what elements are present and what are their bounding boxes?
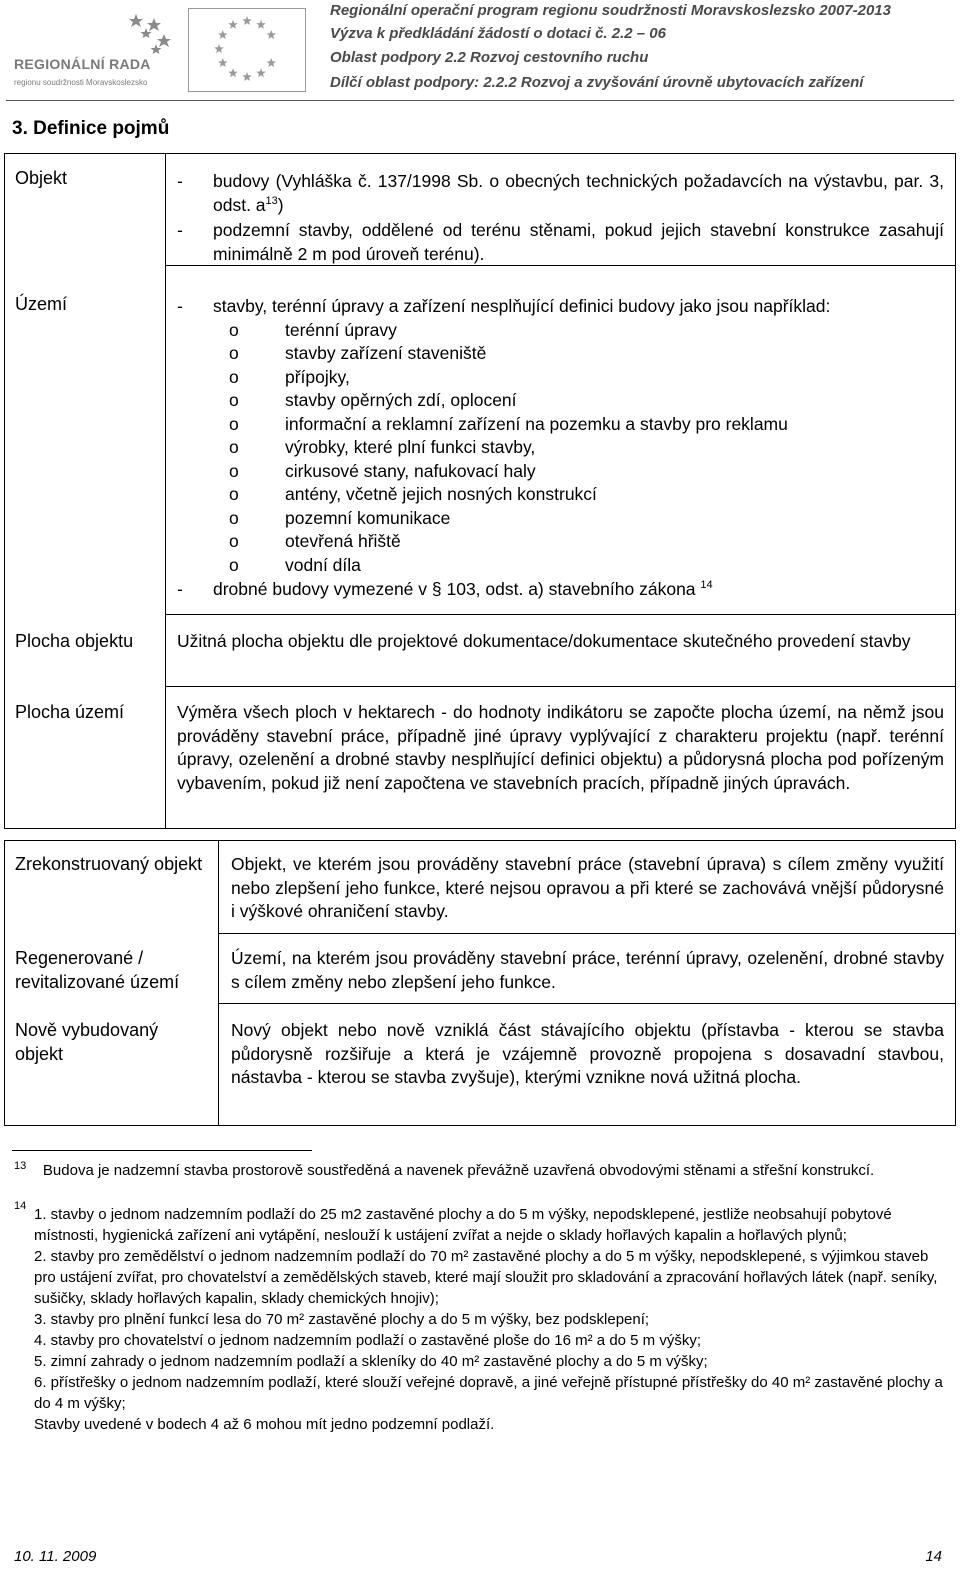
list-item: o pozemní komunikace [229,507,451,528]
term-plocha-objektu: Plocha objektu [15,631,134,651]
footnote-item: 1. stavby o jednom nadzemním podlaží do 25 m2 zastavěné plochy a do 5 m výšky, nepodsklepené, jestliže neobsahují pobytové místnosti, hygienická zařízení ani vytápění, neslouží k ustájení zvířat a nejde o sklady hořlavých kapalin a hořlavých plynů; [34,1206,892,1244]
list-item: o výrobky, které plní funkci stavby, [229,437,536,457]
footnote-item: 2. stavby pro zemědělství o jednom nadzemním podlaží do 70 m² zastavěné plochy a do 5 m výšky, nepodsklepené, s výjimkou staveb pro ustájení zvířat, pro chovatelství a zemědělských staveb, které mají sloužit pro skladování a zpracování hořlavých látek (např. seníky, sušičky, sklady hořlavých kapalin, sklady chemických hnojiv); [34,1248,938,1307]
definition-nove-vybudovany-objekt: Nový objekt nebo nově vzniklá část stávajícího objektu (přístavba - kterou se stavba půdorysně rozšiřuje a která je vzájemně provozně propojena s dosavadní stavbou, nástavba - kterou se stavba zvyšuje), kterými vznikne nová užitná plocha. [231,1020,944,1087]
definition-regenerovane-uzemi: Území, na kterém jsou prováděny stavební práce, terénní úpravy, ozelenění, drobné stavby s cílem změny nebo zlepšení jeho funkce. [231,948,944,992]
header-area: Oblast podpory 2.2 Rozvoj cestovního ruchu [330,49,649,66]
footnote-14-list [14,1200,944,1435]
definitions-table-1 [4,153,956,829]
definition-objekt [177,170,944,266]
term-nove-vybudovany-objekt: Nově vybudovaný objekt [15,1020,159,1064]
uzemi-sublist [177,319,944,578]
term-zrekonstruovany-objekt: Zrekonstruovaný objekt [15,854,203,874]
term-plocha-uzemi: Plocha území [15,702,125,722]
definitions-table-2 [4,840,956,1126]
footnote-14: 14 1. stavby o jednom nadzemním podlaží do 25 m2 zastavěné plochy a do 5 m výšky, nepodsklepené, jestliže neobsahují pobytové místnosti, hygienická zařízení ani vytápění, neslouží k ustájení zvířat a nejde o sklady hořlavých kapalin a hořlavých plynů; 2. stavby pro zemědělství o jednom nadzemním podlaží do 70 m² zastavěné plochy a do 5 m výšky, nepodsklepené, s výjimkou staveb pro ustájení zvířat, pro chovatelství a zemědělských staveb, které mají sloužit pro skladování a zpracování hořlavých látek (např. seníky, sušičky, sklady hořlavých kapalin, sklady chemických hnojiv); 3. stavby pro plnění funkcí lesa do 70 m² zastavěné plochy a do 5 m výšky, bez podsklepení; 4. stavby pro chovatelství o jednom nadzemním podlaží o zastavěné ploše do 16 m² a do 5 m výšky; 5. zimní zahrady o jednom nadzemním podlaží a skleníky do 40 m² zastavěné plochy a do 5 m výšky; 6. přístřešky o jednom nadzemním podlaží, které slouží veřejné dopravě, a jiné veřejně přístupné přístřešky do 40 m² zastavěné plochy a do 4 m výšky; Stavby uvedené v bodech 4 až 6 mohou mít jedno podzemní podlaží. [14,1200,943,1433]
list-item: o stavby opěrných zdí, oplocení [229,390,517,410]
header-program: Regionální operační program regionu soudržnosti Moravskoslezsko 2007-2013 [330,2,891,19]
term-uzemi: Území [15,294,68,314]
rada-stars-icon [6,8,176,56]
definition-plocha-objektu: Užitná plocha objektu dle projektové dokumentace/dokumentace skutečného provedení stavby [177,631,911,651]
list-item: - stavby, terénní úpravy a zařízení nesplňující definici budovy jako jsou například: [177,296,831,316]
eu-stars-icon [189,9,305,91]
footnote-item: 4. stavby pro chovatelství o jednom nadzemním podlaží o zastavěné ploše do 16 m² a do 5 m výšky; [34,1332,702,1349]
list-item: o stavby zařízení staveniště [229,343,487,363]
list-item: o otevřená hřiště [229,531,401,551]
footnote-13: $^{13}$ Budova je nadzemní stavba prostorově soustředěná a navenek převážně uzavřená obvodovými stěnami a střešní konstrukcí. [14,1160,875,1179]
list-item: o přípojky, [229,366,350,387]
header-call: Výzva k předkládání žádostí o dotaci č. 2.2 – 06 [330,25,666,42]
footnote-item: Stavby uvedené v bodech 4 až 6 mohou mít jedno podzemní podlaží. [34,1416,495,1433]
definition-zrekonstruovany-objekt: Objekt, ve kterém jsou prováděny stavební práce (stavební úprava) s cílem změny využití nebo zlepšení jeho funkce, které nejsou opravou a při které se zachovává vnější půdorysné i výškové ohraničení stavby. [231,854,944,921]
list-item: o informační a reklamní zařízení na pozemku a stavby pro reklamu [229,413,788,434]
header-subarea: Dílčí oblast podpory: 2.2.2 Rozvoj a zvyšování úrovně ubytovacích zařízení [330,74,864,91]
logo-subtitle: regionu soudržnosti Moravskoslezsko [14,78,148,87]
list-item: - budovy (Vyhláška č. 137/1998 Sb. o obecných technických požadavcích na výstavbu, par. 3, odst. $a^{13}$) [177,171,944,215]
header-divider [6,100,954,101]
list-item: - drobné budovy vymezené v § 103, odst. a) stavebního zákona $^{14}$ [177,579,713,599]
page-number: 14 [925,1548,942,1565]
logo-title: REGIONÁLNÍ RADA [14,56,151,72]
list-item: - podzemní stavby, oddělené od terénu stěnami, pokud jejich stavební konstrukce zasahují minimálně 2 m pod úroveň terénu). [177,220,944,264]
list-item: o terénní úpravy [229,319,397,340]
footnote-item: 6. přístřešky o jednom nadzemním podlaží, které slouží veřejné dopravě, a jiné veřejně přístupné přístřešky do 40 m² zastavěné plochy a do 4 m výšky; [34,1374,943,1412]
footnote-rule [12,1150,312,1151]
definition-uzemi [177,295,944,602]
regionalni-rada-logo [6,8,176,88]
list-item: o antény, včetně jejich nosných konstrukcí [229,484,597,504]
footer-date: 10. 11. 2009 [14,1548,97,1565]
list-item: o cirkusové stany, nafukovací haly [229,460,536,481]
definition-plocha-uzemi: Výměra všech ploch v hektarech - do hodnoty indikátoru se započte plocha území, na němž jsou prováděny stavební práce, případně jiné úpravy vyplývající z charakteru projektu (např. terénní úpravy, ozelenění a drobné stavby nesplňující definici objektu) a půdorysná plocha pod pořízeným vybavením, pokud již není započtena ve stavebních pracích, případně jiných úpravách. [177,702,944,793]
eu-flag-logo [188,8,306,92]
term-regenerovane-uzemi: Regenerované / revitalizované území [15,948,180,992]
footnote-item: 3. stavby pro plnění funkcí lesa do 70 m² zastavěné plochy a do 5 m výšky, bez podsklepení; [34,1311,650,1328]
list-item: o vodní díla [229,554,361,575]
term-objekt: Objekt [15,168,68,188]
footnote-item: 5. zimní zahrady o jednom nadzemním podlaží a skleníky do 40 m² zastavěné plochy a do 5 m výšky; [34,1353,708,1370]
section-title: 3. Definice pojmů [12,118,170,139]
